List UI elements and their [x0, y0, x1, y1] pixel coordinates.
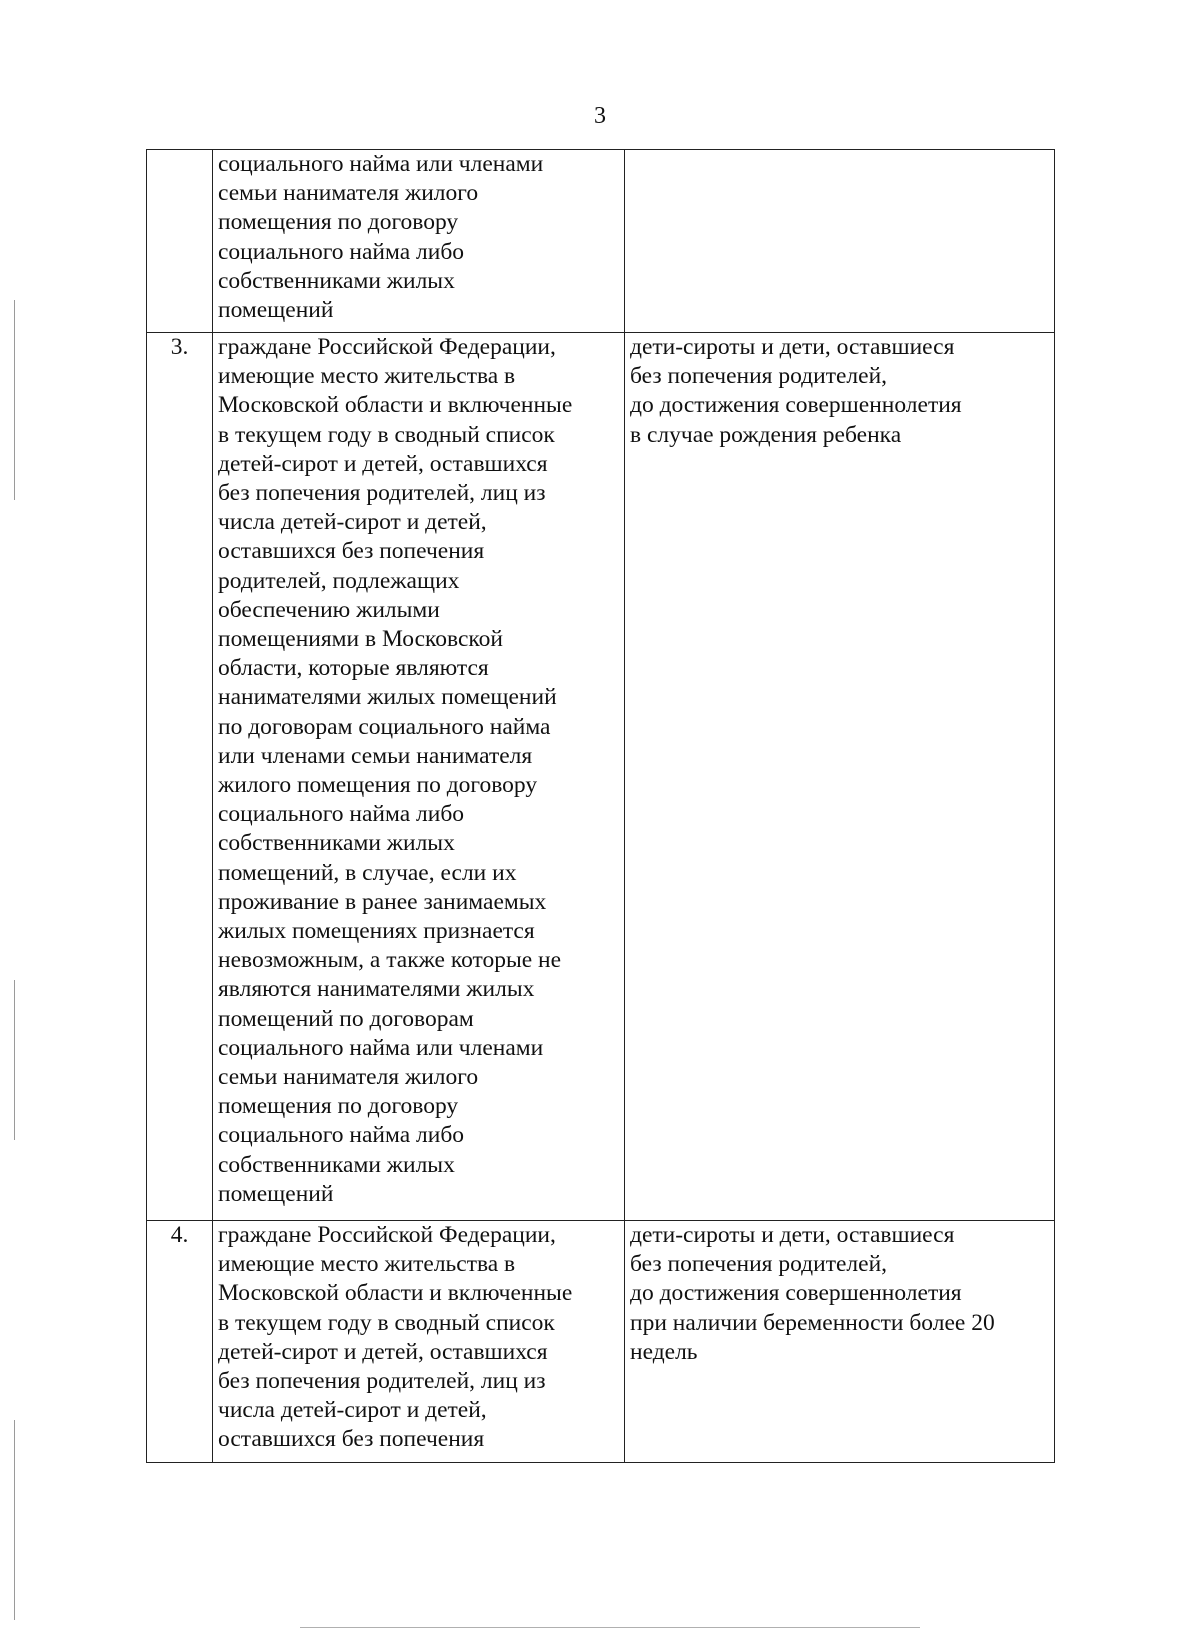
table-row [147, 333, 1055, 1221]
scan-edge-mark [14, 300, 15, 500]
document-table [146, 149, 1055, 1463]
scan-edge-mark [14, 980, 15, 1140]
category-cell: дети-сироты и дети, оставшиеся без попечения родителей, до достижения совершеннолетия при наличии беременности более 20 недель [625, 1221, 1055, 1463]
scan-bottom-line [300, 1627, 920, 1628]
recipient-description-cell: социального найма или членами семьи нанимателя жилого помещения по договору социального найма либо собственниками жилых помещений [213, 150, 625, 333]
row-number-cell: 3. [147, 333, 213, 1221]
table-row [147, 150, 1055, 333]
recipient-description-cell: граждане Российской Федерации, имеющие место жительства в Московской области и включенные в текущем году в сводный список детей-сирот и детей, оставшихся без попечения родителей, лиц из числа детей-сирот и детей, оставшихся без попечения родителей, подлежащих обеспечению жилыми помещениями в Московской области, которые являются нанимателями жилых помещений по договорам социального найма или членами семьи нанимателя жилого помещения по договору социального найма либо собственниками жилых помещений, в случае, если их проживание в ранее занимаемых жилых помещениях признается невозможным, а также которые не являются нанимателями жилых помещений по договорам социального найма или членами семьи нанимателя жилого помещения по договору социального найма либо собственниками жилых помещений [213, 333, 625, 1221]
category-cell: дети-сироты и дети, оставшиеся без попечения родителей, до достижения совершеннолетия в случае рождения ребенка [625, 333, 1055, 1221]
table-row [147, 1221, 1055, 1463]
row-number-cell [147, 150, 213, 333]
recipient-description-cell: граждане Российской Федерации, имеющие место жительства в Московской области и включенные в текущем году в сводный список детей-сирот и детей, оставшихся без попечения родителей, лиц из числа детей-сирот и детей, оставшихся без попечения [213, 1221, 625, 1463]
scan-edge-mark [14, 1420, 15, 1620]
category-cell [625, 150, 1055, 333]
page-number: 3 [594, 103, 606, 129]
row-number-cell: 4. [147, 1221, 213, 1463]
